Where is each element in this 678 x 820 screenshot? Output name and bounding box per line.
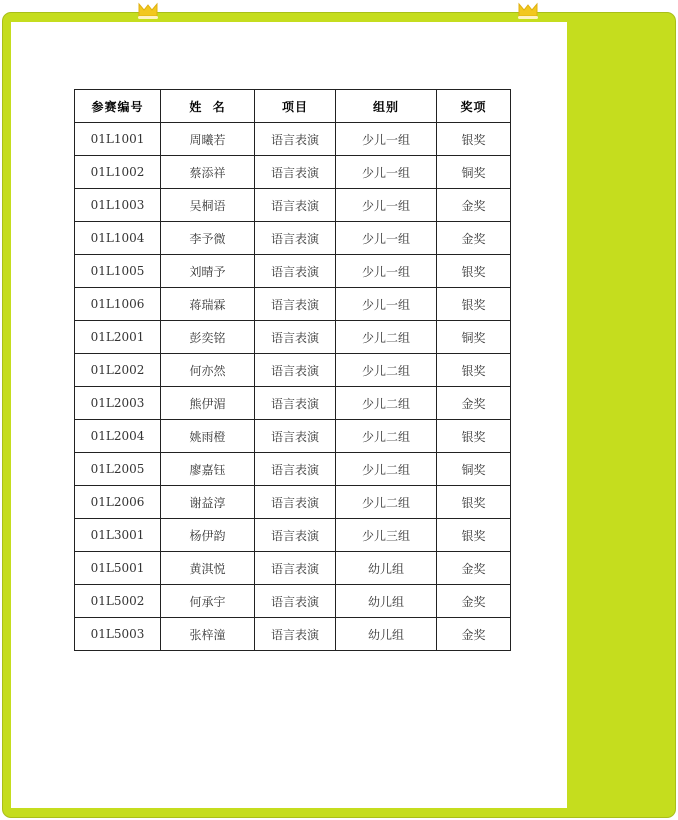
name-cell: 周曦若 (161, 123, 255, 156)
project-cell: 语言表演 (255, 288, 336, 321)
name-cell: 姚雨橙 (161, 420, 255, 453)
header-award: 奖项 (437, 90, 511, 123)
award-cell: 银奖 (437, 486, 511, 519)
table-header-row (75, 90, 511, 123)
name-cell: 廖嘉钰 (161, 453, 255, 486)
entry-number-cell: 01L1001 (75, 123, 161, 156)
award-cell: 银奖 (437, 288, 511, 321)
group-cell: 幼儿组 (336, 585, 437, 618)
group-cell: 幼儿组 (336, 552, 437, 585)
entry-number-cell: 01L3001 (75, 519, 161, 552)
award-cell: 铜奖 (437, 453, 511, 486)
table-row (75, 387, 511, 420)
table-row (75, 519, 511, 552)
name-cell: 张梓潼 (161, 618, 255, 651)
entry-number-cell: 01L2003 (75, 387, 161, 420)
entry-number-cell: 01L2004 (75, 420, 161, 453)
project-cell: 语言表演 (255, 123, 336, 156)
name-cell: 蒋瑞霖 (161, 288, 255, 321)
entry-number-cell: 01L5001 (75, 552, 161, 585)
name-cell: 彭奕铭 (161, 321, 255, 354)
award-cell: 金奖 (437, 585, 511, 618)
name-cell: 熊伊湄 (161, 387, 255, 420)
name-cell: 蔡添祥 (161, 156, 255, 189)
group-cell: 少儿二组 (336, 420, 437, 453)
entry-number-cell: 01L1002 (75, 156, 161, 189)
table-row (75, 321, 511, 354)
entry-number-cell: 01L2006 (75, 486, 161, 519)
table-row (75, 354, 511, 387)
entry-number-cell: 01L2005 (75, 453, 161, 486)
group-cell: 少儿二组 (336, 354, 437, 387)
group-cell: 少儿二组 (336, 453, 437, 486)
table-row (75, 453, 511, 486)
group-cell: 少儿二组 (336, 486, 437, 519)
table-row (75, 618, 511, 651)
table-row (75, 123, 511, 156)
project-cell: 语言表演 (255, 420, 336, 453)
award-cell: 金奖 (437, 189, 511, 222)
name-cell: 李予微 (161, 222, 255, 255)
document-sheet (11, 22, 567, 808)
project-cell: 语言表演 (255, 189, 336, 222)
group-cell: 少儿一组 (336, 255, 437, 288)
table-row (75, 222, 511, 255)
binder-clip-icon (517, 2, 539, 20)
header-project: 项目 (255, 90, 336, 123)
table-row (75, 288, 511, 321)
table-row (75, 585, 511, 618)
project-cell: 语言表演 (255, 222, 336, 255)
project-cell: 语言表演 (255, 453, 336, 486)
group-cell: 少儿一组 (336, 288, 437, 321)
name-cell: 黄淇悦 (161, 552, 255, 585)
table-row (75, 486, 511, 519)
table-row (75, 420, 511, 453)
header-entry-number: 参赛编号 (75, 90, 161, 123)
award-cell: 金奖 (437, 222, 511, 255)
project-cell: 语言表演 (255, 519, 336, 552)
group-cell: 幼儿组 (336, 618, 437, 651)
project-cell: 语言表演 (255, 618, 336, 651)
name-cell: 杨伊韵 (161, 519, 255, 552)
entry-number-cell: 01L2002 (75, 354, 161, 387)
project-cell: 语言表演 (255, 156, 336, 189)
name-cell: 何承宇 (161, 585, 255, 618)
award-cell: 金奖 (437, 387, 511, 420)
award-cell: 银奖 (437, 420, 511, 453)
project-cell: 语言表演 (255, 255, 336, 288)
group-cell: 少儿一组 (336, 156, 437, 189)
award-cell: 银奖 (437, 255, 511, 288)
header-group: 组别 (336, 90, 437, 123)
awards-table (74, 89, 511, 651)
group-cell: 少儿一组 (336, 123, 437, 156)
entry-number-cell: 01L1004 (75, 222, 161, 255)
project-cell: 语言表演 (255, 585, 336, 618)
project-cell: 语言表演 (255, 552, 336, 585)
award-cell: 银奖 (437, 123, 511, 156)
name-cell: 何亦然 (161, 354, 255, 387)
entry-number-cell: 01L1005 (75, 255, 161, 288)
name-cell: 吴桐语 (161, 189, 255, 222)
table-row (75, 552, 511, 585)
award-cell: 银奖 (437, 519, 511, 552)
entry-number-cell: 01L1006 (75, 288, 161, 321)
award-cell: 铜奖 (437, 156, 511, 189)
entry-number-cell: 01L2001 (75, 321, 161, 354)
entry-number-cell: 01L5003 (75, 618, 161, 651)
group-cell: 少儿一组 (336, 189, 437, 222)
group-cell: 少儿二组 (336, 387, 437, 420)
project-cell: 语言表演 (255, 486, 336, 519)
entry-number-cell: 01L1003 (75, 189, 161, 222)
award-cell: 金奖 (437, 552, 511, 585)
table-row (75, 255, 511, 288)
project-cell: 语言表演 (255, 354, 336, 387)
award-cell: 金奖 (437, 618, 511, 651)
table-row (75, 189, 511, 222)
group-cell: 少儿一组 (336, 222, 437, 255)
award-cell: 铜奖 (437, 321, 511, 354)
group-cell: 少儿二组 (336, 321, 437, 354)
table-body (75, 123, 511, 651)
group-cell: 少儿三组 (336, 519, 437, 552)
table-row (75, 156, 511, 189)
binder-clip-icon (137, 2, 159, 20)
project-cell: 语言表演 (255, 321, 336, 354)
name-cell: 刘晴予 (161, 255, 255, 288)
name-cell: 谢益淳 (161, 486, 255, 519)
project-cell: 语言表演 (255, 387, 336, 420)
award-cell: 银奖 (437, 354, 511, 387)
header-name: 姓 名 (161, 90, 255, 123)
entry-number-cell: 01L5002 (75, 585, 161, 618)
